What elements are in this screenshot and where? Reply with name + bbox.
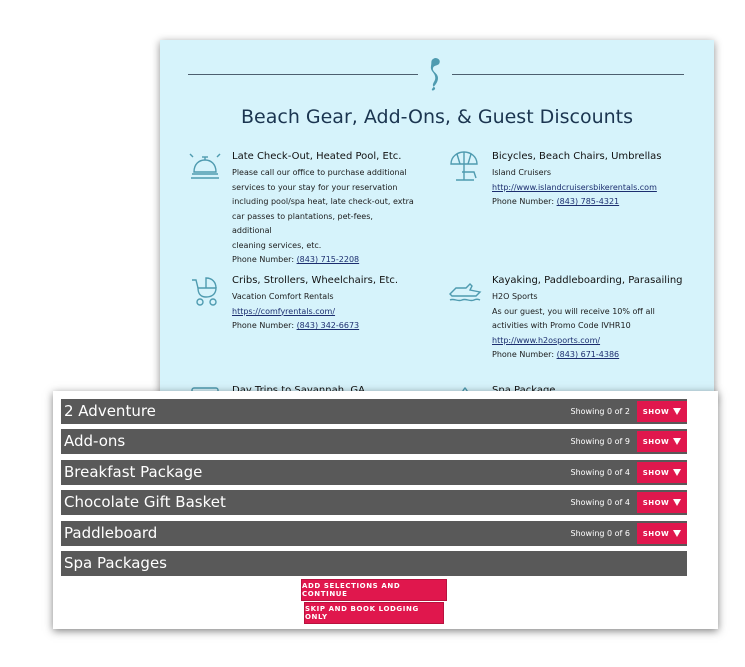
jet-ski-icon — [448, 274, 482, 308]
triangle-down-icon — [673, 499, 681, 506]
show-button[interactable] — [637, 401, 687, 422]
vendor-website-link[interactable]: https://comfyrentals.com/ — [232, 306, 336, 316]
phone-label: Phone Number: — [492, 197, 555, 206]
concierge-bell-icon — [188, 150, 222, 184]
phone-link[interactable]: (843) 715-2208 — [296, 255, 360, 264]
accordion-row-label: Breakfast Package — [64, 463, 203, 481]
vendor-website-link[interactable]: http://www.h2osports.com/ — [492, 335, 601, 345]
stroller-icon — [188, 274, 222, 308]
service-description-line: car passes to plantations, pet-fees, additional — [232, 211, 373, 235]
phone-link[interactable]: (843) 785-4321 — [556, 197, 620, 206]
show-button-label: SHOW — [642, 407, 670, 416]
accordion-row-count: Showing 0 of 2 — [570, 407, 630, 416]
vendor-name: Island Cruisers — [492, 168, 552, 177]
accordion-row-chocolate-gift-basket[interactable] — [61, 490, 687, 515]
service-phone-row — [232, 319, 414, 334]
accordion-row-breakfast-package[interactable] — [61, 460, 687, 485]
accordion-row-count: Showing 0 of 4 — [570, 498, 630, 507]
phone-link[interactable]: (843) 671-4386 — [556, 350, 620, 359]
divider-left — [188, 74, 418, 75]
accordion-row-2-adventure[interactable] — [61, 399, 687, 424]
service-description-line: including pool/spa heat, late check-out, extra — [232, 197, 414, 206]
show-button-label: SHOW — [642, 468, 670, 477]
accordion-row-count: Showing 0 of 9 — [570, 437, 630, 446]
accordion-row-label: Spa Packages — [64, 554, 167, 572]
vendor-website-link[interactable]: http://www.islandcruisersbikerentals.com — [492, 182, 657, 192]
accordion-row-label: Add-ons — [64, 432, 126, 450]
accordion-row-label: Paddleboard — [64, 524, 158, 542]
package-selection-panel — [53, 391, 718, 629]
beach-umbrella-icon — [448, 150, 482, 184]
service-phone-row — [492, 348, 702, 363]
triangle-down-icon — [673, 469, 681, 476]
accordion-row-spa-packages[interactable] — [61, 551, 687, 576]
service-description-line: As our guest, you will receive 10% off all — [492, 306, 655, 316]
show-button[interactable] — [637, 492, 687, 513]
phone-link[interactable]: (843) 342-6673 — [296, 321, 360, 330]
service-title: Late Check-Out, Heated Pool, Etc. — [232, 151, 402, 162]
accordion-row-label: Chocolate Gift Basket — [64, 493, 226, 511]
service-title: Cribs, Strollers, Wheelchairs, Etc. — [232, 275, 399, 286]
service-description-line: activities with Promo Code IVHR10 — [492, 321, 631, 330]
service-phone-row — [232, 253, 414, 268]
beach-gear-card — [160, 40, 714, 400]
accordion-row-count: Showing 0 of 4 — [570, 468, 630, 477]
vendor-name: H2O Sports — [492, 292, 538, 301]
service-description-line: Please call our office to purchase additional — [232, 168, 407, 177]
triangle-down-icon — [673, 530, 681, 537]
vendor-name: Vacation Comfort Rentals — [232, 292, 334, 301]
show-button-label: SHOW — [642, 437, 670, 446]
add-selections-button[interactable]: ADD SELECTIONS AND CONTINUE — [301, 579, 447, 601]
seahorse-icon — [426, 56, 444, 92]
service-description-line: cleaning services, etc. — [232, 240, 322, 250]
accordion-row-count: Showing 0 of 6 — [570, 529, 630, 538]
show-button[interactable] — [637, 431, 687, 452]
accordion-row-label: 2 Adventure — [64, 402, 156, 420]
show-button[interactable] — [637, 462, 687, 483]
service-title: Kayaking, Paddleboarding, Parasailing — [492, 275, 683, 286]
show-button-label: SHOW — [642, 498, 670, 507]
card-title: Beach Gear, Add-Ons, & Guest Discounts — [241, 106, 633, 128]
triangle-down-icon — [673, 408, 681, 415]
phone-label: Phone Number: — [492, 350, 555, 359]
service-title: Bicycles, Beach Chairs, Umbrellas — [492, 151, 662, 162]
show-button-label: SHOW — [642, 529, 670, 538]
skip-book-lodging-button[interactable]: SKIP AND BOOK LODGING ONLY — [304, 602, 444, 624]
phone-label: Phone Number: — [232, 321, 295, 330]
service-description-line: services to your stay for your reservation — [232, 182, 398, 192]
service-phone-row — [492, 195, 702, 210]
divider-right — [452, 74, 684, 75]
show-button[interactable] — [637, 523, 687, 544]
phone-label: Phone Number: — [232, 255, 295, 264]
accordion-row-add-ons[interactable] — [61, 429, 687, 454]
triangle-down-icon — [673, 438, 681, 445]
accordion-row-paddleboard[interactable] — [61, 521, 687, 546]
